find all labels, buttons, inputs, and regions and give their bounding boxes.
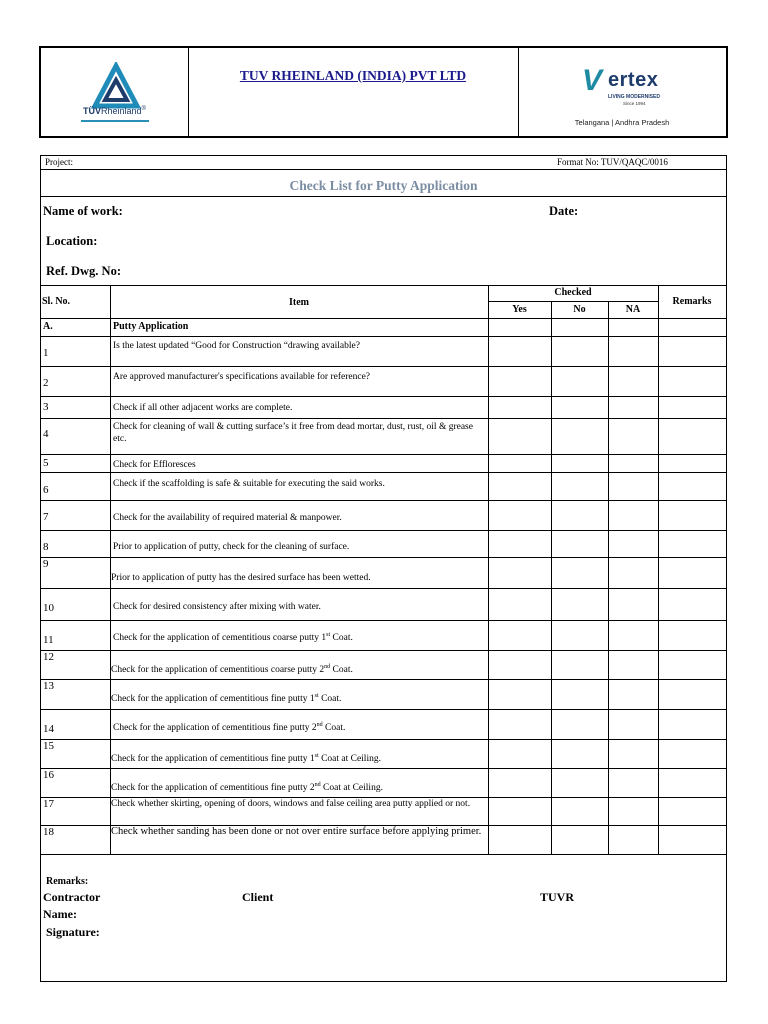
tuvr-label: TUVR bbox=[540, 890, 575, 904]
row-item-text: Check for desired consistency after mixing with water. bbox=[113, 602, 321, 612]
format-number: Format No: TUV/QAQC/0016 bbox=[557, 157, 668, 167]
tuv-logo-cell bbox=[41, 48, 189, 136]
row-item-text: Check whether sanding has been done or not over entire surface before applying primer. bbox=[111, 826, 482, 837]
row-item-text: Check for the application of cementitious coarse putty 2nd Coat. bbox=[111, 663, 353, 675]
no-header: No bbox=[573, 304, 586, 315]
yes-header: Yes bbox=[512, 304, 527, 315]
row-border bbox=[41, 620, 726, 621]
checked-header: Checked bbox=[554, 287, 592, 298]
vertex-logo-cell bbox=[518, 48, 726, 136]
row-border bbox=[41, 739, 726, 740]
divider bbox=[41, 169, 726, 170]
row-border bbox=[41, 588, 726, 589]
section-number: A. bbox=[43, 321, 53, 332]
name-label: Name: bbox=[43, 907, 77, 921]
checked-divider bbox=[488, 301, 658, 302]
row-border bbox=[41, 557, 726, 558]
row-border bbox=[41, 472, 726, 473]
na-header: NA bbox=[625, 304, 641, 315]
row-item-text: Check for the application of cementitious fine putty 2nd Coat. bbox=[113, 721, 346, 733]
row-border bbox=[41, 679, 726, 680]
row-number: 2 bbox=[43, 377, 49, 389]
row-border bbox=[41, 366, 726, 367]
row-item-text: Check for the application of cementitious fine putty 1st Coat. bbox=[111, 692, 342, 704]
column-border bbox=[551, 301, 552, 854]
row-number: 3 bbox=[43, 401, 49, 413]
client-label: Client bbox=[242, 890, 274, 904]
row-border bbox=[41, 418, 726, 419]
row-item-text: Check if all other adjacent works are complete. bbox=[113, 403, 293, 413]
row-number: 4 bbox=[43, 428, 49, 440]
row-number: 18 bbox=[43, 826, 54, 838]
remarks-header: Remarks bbox=[672, 296, 712, 307]
contractor-label: Contractor bbox=[43, 890, 101, 904]
vertex-logo-word: ertex bbox=[608, 69, 659, 91]
vertex-locations: Telangana | Andhra Pradesh bbox=[574, 118, 670, 127]
table-bottom-border bbox=[41, 854, 726, 855]
company-name[interactable]: TUV RHEINLAND (INDIA) PVT LTD bbox=[239, 68, 467, 83]
row-border bbox=[41, 530, 726, 531]
row-number: 11 bbox=[43, 634, 54, 646]
item-header: Item bbox=[289, 297, 309, 308]
tuv-logo-text: TÜVRheinland® bbox=[83, 106, 146, 116]
row-border bbox=[41, 454, 726, 455]
row-item-text: Check for the application of cementitious fine putty 1st Coat at Ceiling. bbox=[111, 752, 381, 764]
row-number: 12 bbox=[43, 651, 54, 663]
vertex-since: Since 1994 bbox=[623, 101, 646, 106]
row-number: 7 bbox=[43, 511, 49, 523]
row-item-text: Prior to application of putty, check for the cleaning of surface. bbox=[113, 542, 350, 552]
row-number: 1 bbox=[43, 347, 49, 359]
column-border bbox=[488, 285, 489, 854]
row-number: 9 bbox=[43, 558, 49, 570]
table-header-border bbox=[41, 318, 726, 319]
row-border bbox=[41, 336, 726, 337]
vertex-tagline: LIVING MODERNISED bbox=[608, 94, 660, 100]
row-border bbox=[41, 709, 726, 710]
row-border bbox=[41, 768, 726, 769]
row-item-text: Check if the scaffolding is safe & suitable for executing the said works. bbox=[113, 479, 385, 489]
row-number: 13 bbox=[43, 680, 54, 692]
row-border bbox=[41, 500, 726, 501]
date-label: Date: bbox=[549, 204, 579, 218]
divider bbox=[41, 196, 726, 197]
row-item-text: Prior to application of putty has the desired surface has been wetted. bbox=[111, 573, 371, 583]
ref-dwg-label: Ref. Dwg. No: bbox=[46, 264, 121, 278]
row-number: 17 bbox=[43, 798, 54, 810]
column-border bbox=[608, 301, 609, 854]
column-border bbox=[658, 285, 659, 854]
name-of-work-label: Name of work: bbox=[43, 204, 123, 218]
row-number: 15 bbox=[43, 740, 54, 752]
row-number: 16 bbox=[43, 769, 54, 781]
table-top-border bbox=[41, 285, 726, 286]
row-border bbox=[41, 650, 726, 651]
project-label: Project: bbox=[45, 157, 73, 167]
column-border bbox=[110, 285, 111, 854]
row-number: 5 bbox=[43, 457, 49, 469]
row-number: 8 bbox=[43, 541, 49, 553]
row-item-text: Check for the availability of required material & manpower. bbox=[113, 513, 342, 523]
row-number: 14 bbox=[43, 723, 54, 735]
row-item-text: Are approved manufacturer's specifications available for reference? bbox=[113, 372, 371, 382]
tuv-logo-underline bbox=[81, 120, 149, 122]
company-name-cell bbox=[188, 48, 519, 136]
row-number: 10 bbox=[43, 602, 54, 614]
row-number: 6 bbox=[43, 484, 49, 496]
sl-no-header: Sl. No. bbox=[42, 296, 71, 307]
row-item-text: Check for cleaning of wall & cutting surface’s it free from dead mortar, dust, rust, oil & grease etc. bbox=[113, 422, 473, 444]
location-label: Location: bbox=[46, 234, 98, 248]
row-item-text: Check whether skirting, opening of doors, windows and false ceiling area putty applied or not. bbox=[111, 799, 471, 809]
row-item-text: Check for the application of cementitious coarse putty 1st Coat. bbox=[113, 631, 353, 643]
remarks-label: Remarks: bbox=[46, 876, 89, 887]
form-title: Check List for Putty Application bbox=[289, 178, 478, 193]
row-item-text: Check for the application of cementitious fine putty 2nd Coat at Ceiling. bbox=[111, 781, 383, 793]
tuv-rheinland-logo-icon bbox=[81, 62, 151, 126]
row-item-text: Is the latest updated “Good for Construction “drawing available? bbox=[113, 341, 360, 351]
section-title: Putty Application bbox=[113, 321, 189, 332]
row-border bbox=[41, 396, 726, 397]
vertex-logo-v-icon: V bbox=[582, 64, 603, 97]
checklist-form bbox=[40, 155, 727, 982]
signature-label: Signature: bbox=[46, 925, 100, 939]
document-header bbox=[39, 46, 728, 138]
row-item-text: Check for Effloresces bbox=[113, 460, 196, 470]
